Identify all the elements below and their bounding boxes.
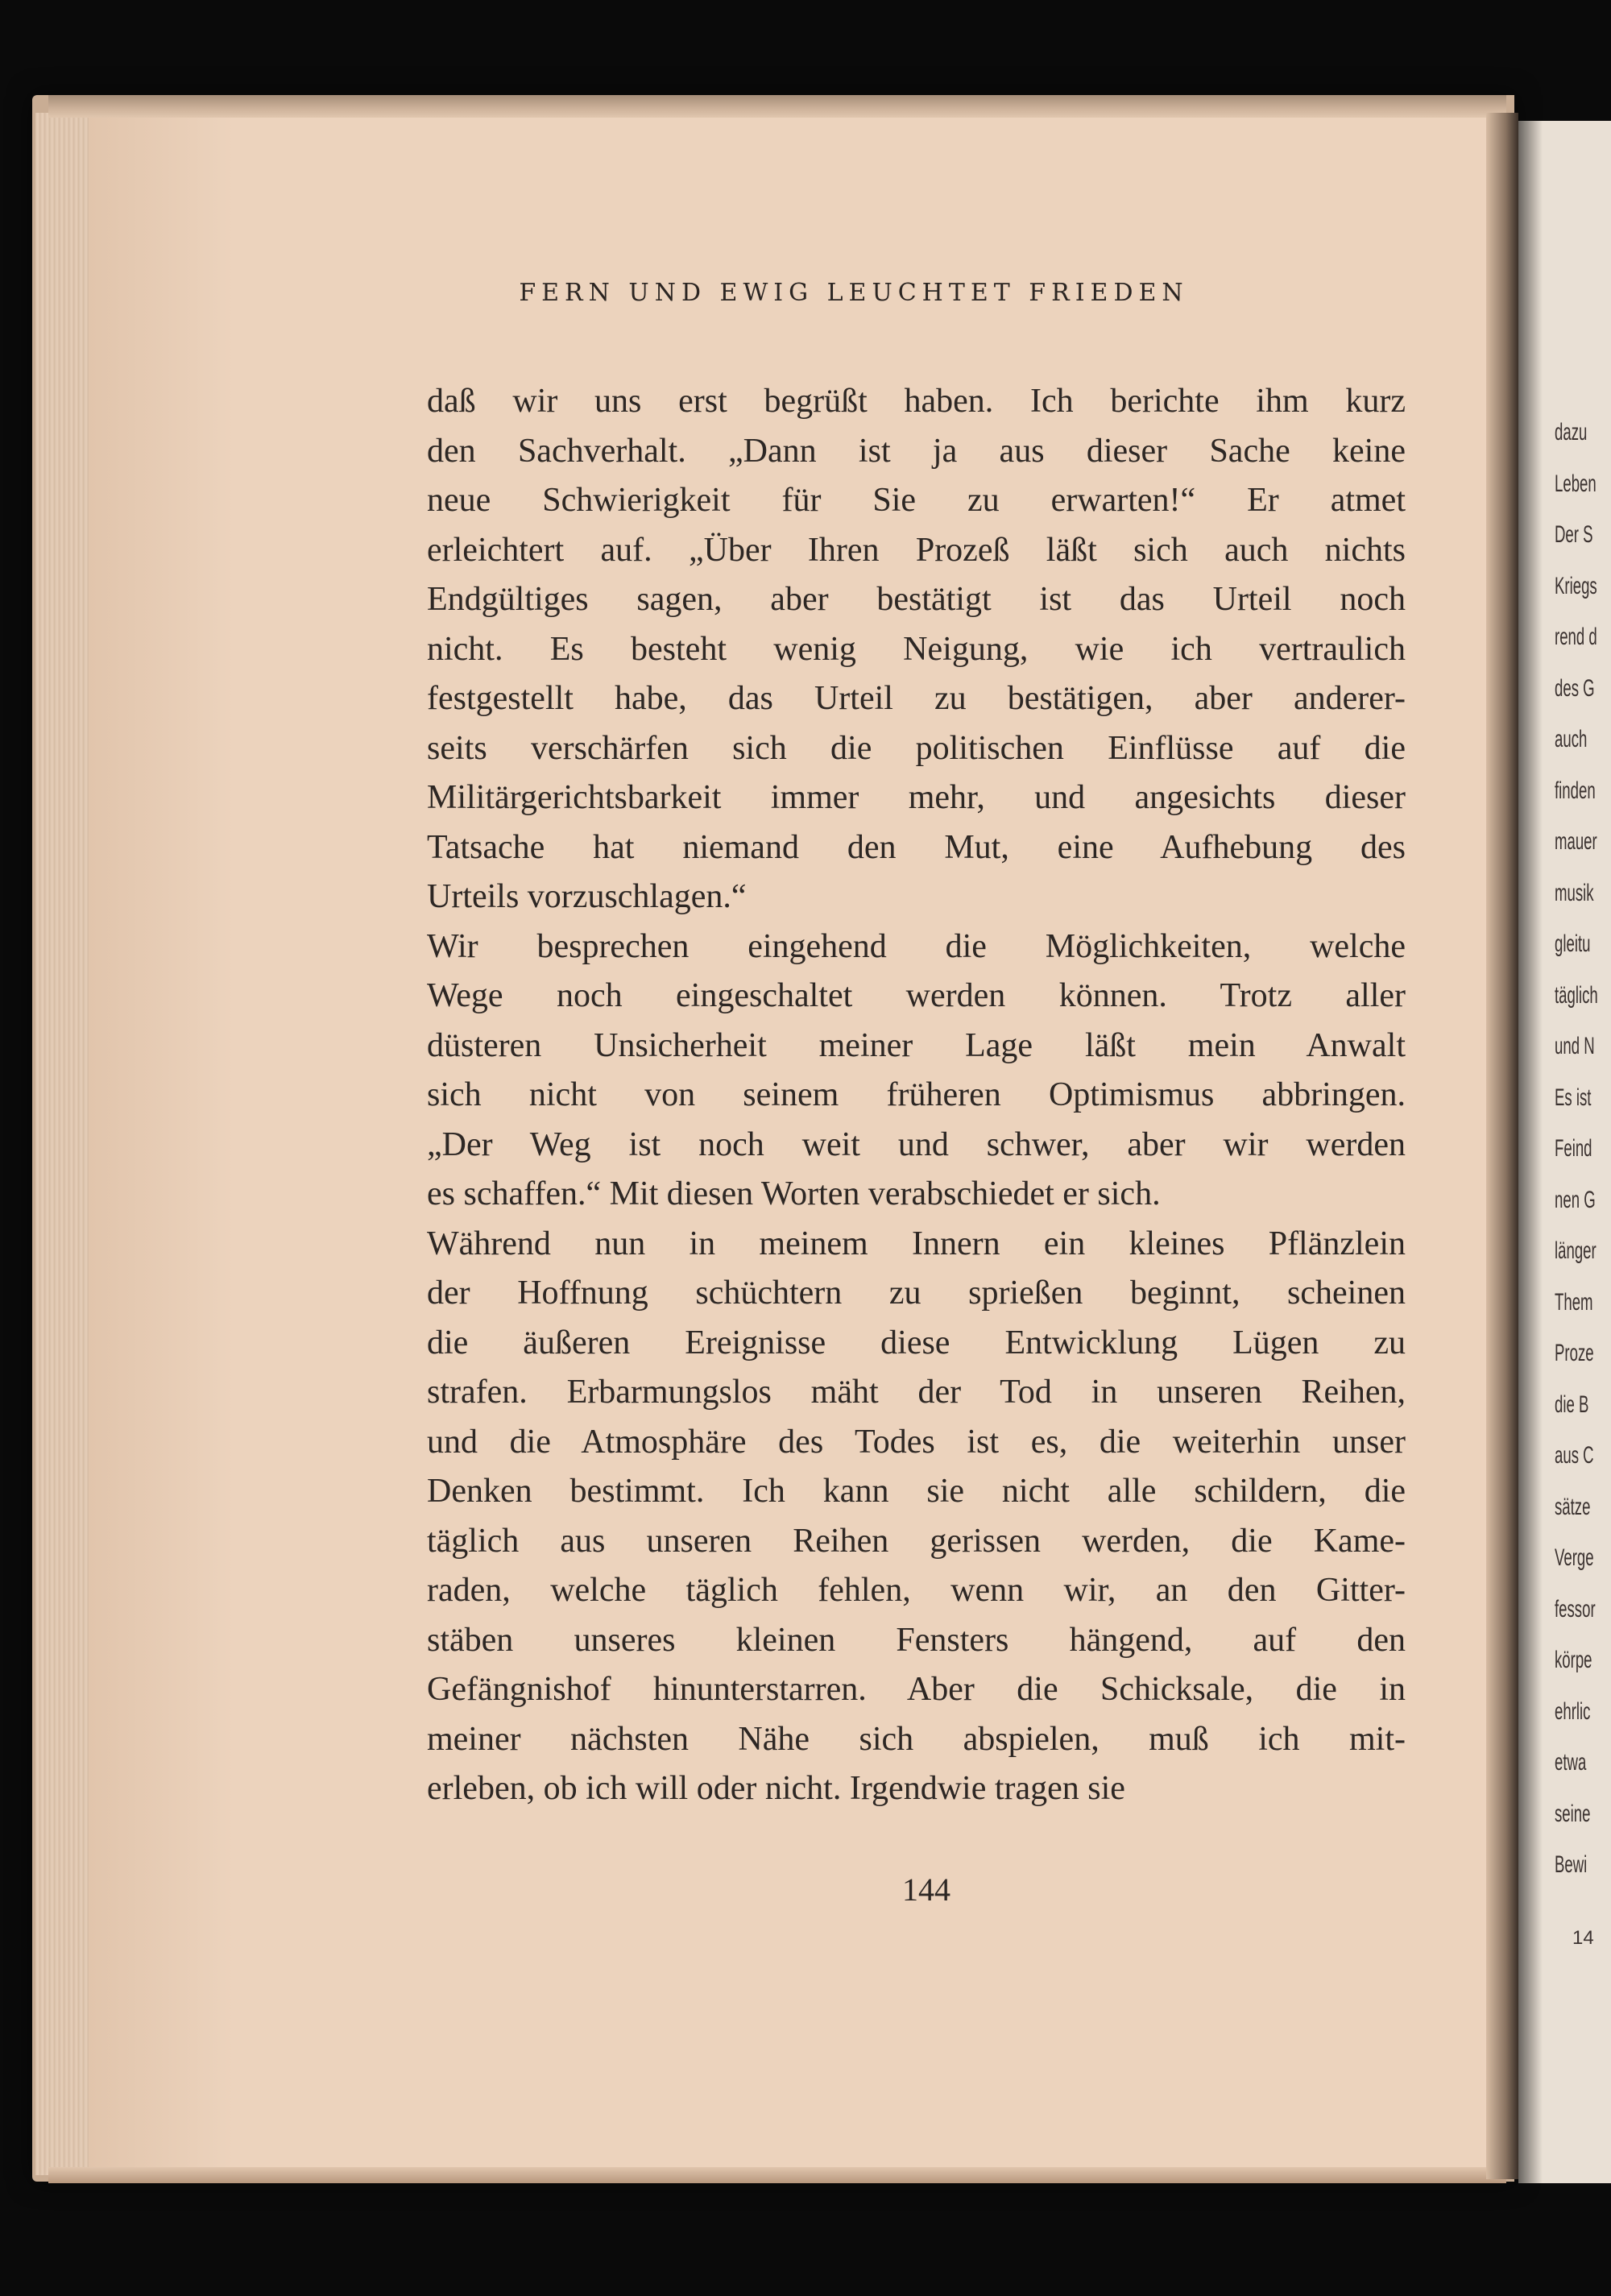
text-line: neue Schwierigkeit für Sie zu erwarten!“ Er atmet [427, 482, 1406, 519]
right-page-text-fragments [1555, 407, 1611, 1891]
text-line: Gefängnishof hinunterstarren. Aber die Schicksale, die in [427, 1671, 1406, 1708]
right-page-fragment: des G [1555, 674, 1595, 702]
text-line: täglich aus unseren Reihen gerissen werden, die Kame- [427, 1522, 1406, 1560]
page-shading [89, 106, 234, 2181]
text-line: Endgültiges sagen, aber bestätigt ist das Urteil noch [427, 581, 1406, 618]
text-line: raden, welche täglich fehlen, wenn wir, an den Gitter- [427, 1572, 1406, 1609]
right-page-fragment: Verge [1555, 1544, 1594, 1571]
right-page-fragment: Leben [1555, 470, 1597, 497]
right-page-fragment: ehrlic [1555, 1697, 1591, 1725]
text-line: Wir besprechen eingehend die Möglichkeiten, welche [427, 927, 1406, 965]
text-line: meiner nächsten Nähe sich abspielen, muß ich mit- [427, 1720, 1406, 1758]
text-line: festgestellt habe, das Urteil zu bestätigen, aber anderer- [427, 680, 1406, 717]
text-line: nicht. Es besteht wenig Neigung, wie ich vertraulich [427, 630, 1406, 668]
text-line: stäben unseres kleinen Fensters hängend, auf den [427, 1621, 1406, 1659]
text-line: den Sachverhalt. „Dann ist ja aus dieser Sache keine [427, 432, 1406, 470]
page-number: 144 [902, 1871, 950, 1908]
right-page-fragment: mauer [1555, 828, 1597, 855]
right-page-fragment: Bewi [1555, 1851, 1588, 1878]
right-page-fragment: nen G [1555, 1186, 1596, 1213]
page-edges-bottom [48, 2167, 1506, 2183]
text-line: Urteils vorzuschlagen.“ [427, 878, 747, 915]
right-page-fragment: körpe [1555, 1647, 1592, 1673]
text-line: Wege noch eingeschaltet werden können. Trotz aller [427, 977, 1406, 1014]
right-page-fragment: Proze [1555, 1340, 1594, 1366]
right-page-fragment: fessor [1555, 1595, 1596, 1623]
running-head: FERN UND EWIG LEUCHTET FRIEDEN [519, 279, 1189, 307]
right-page-fragment: auch [1555, 726, 1588, 752]
right-page-fragment: finden [1555, 777, 1596, 804]
right-page-fragment: musik [1555, 879, 1594, 906]
text-line: die äußeren Ereignisse diese Entwicklung Lügen zu [427, 1324, 1406, 1361]
text-line: erleichtert auf. „Über Ihren Prozeß läßt sich auch nichts [427, 531, 1406, 569]
book-gutter [1486, 113, 1518, 2179]
body-text [427, 377, 1406, 1814]
right-page-fragment: Es ist [1555, 1084, 1592, 1111]
text-line: der Hoffnung schüchtern zu sprießen beginnt, scheinen [427, 1274, 1406, 1312]
text-line: seits verschärfen sich die politischen Einflüsse auf die [427, 729, 1406, 767]
text-line: daß wir uns erst begrüßt haben. Ich berichte ihm kurz [427, 383, 1406, 420]
text-line: sich nicht von seinem früheren Optimismus abbringen. [427, 1076, 1406, 1113]
text-line: Denken bestimmt. Ich kann sie nicht alle schildern, die [427, 1473, 1406, 1510]
right-page-fragment: aus C [1555, 1442, 1594, 1469]
text-line: strafen. Erbarmungslos mäht der Tod in unseren Reihen, [427, 1374, 1406, 1411]
page-edges-left [35, 113, 92, 2175]
text-line: es schaffen.“ Mit diesen Worten verabschiedet er sich. [427, 1175, 1161, 1212]
right-page-fragment: Them [1555, 1288, 1593, 1316]
right-page-fragment: die B [1555, 1390, 1589, 1418]
text-line: düsteren Unsicherheit meiner Lage läßt mein Anwalt [427, 1026, 1406, 1064]
right-page-fragment: täglich [1555, 981, 1598, 1009]
right-page-fragment: Kriegs [1555, 572, 1597, 599]
text-line: und die Atmosphäre des Todes ist es, die weiterhin unser [427, 1423, 1406, 1461]
right-page-fragment: seine [1555, 1800, 1591, 1827]
right-page-fragment: dazu [1555, 419, 1588, 446]
right-page-fragment: sätze [1555, 1493, 1591, 1520]
right-page-fragment: gleitu [1555, 930, 1591, 957]
right-page-fragment: etwa [1555, 1749, 1587, 1776]
right-page-fragment: länger [1555, 1237, 1597, 1264]
text-line: „Der Weg ist noch weit und schwer, aber wir werden [427, 1125, 1406, 1163]
text-line: Während nun in meinem Innern ein kleines Pflänzlein [427, 1225, 1406, 1262]
text-line: Militärgerichtsbarkeit immer mehr, und angesichts dieser [427, 779, 1406, 816]
page-edges-top [48, 95, 1506, 118]
right-page-fragment: rend d [1555, 624, 1597, 650]
right-page-fragment: Feind [1555, 1135, 1592, 1162]
text-line: erleben, ob ich will oder nicht. Irgendwie tragen sie [427, 1770, 1125, 1807]
right-page-number: 14 [1572, 1927, 1594, 1949]
gutter-shadow [1518, 121, 1543, 2183]
right-page-fragment: und N [1555, 1033, 1595, 1059]
right-page-fragment: Der S [1555, 521, 1593, 548]
text-line: Tatsache hat niemand den Mut, eine Aufhebung des [427, 828, 1406, 866]
